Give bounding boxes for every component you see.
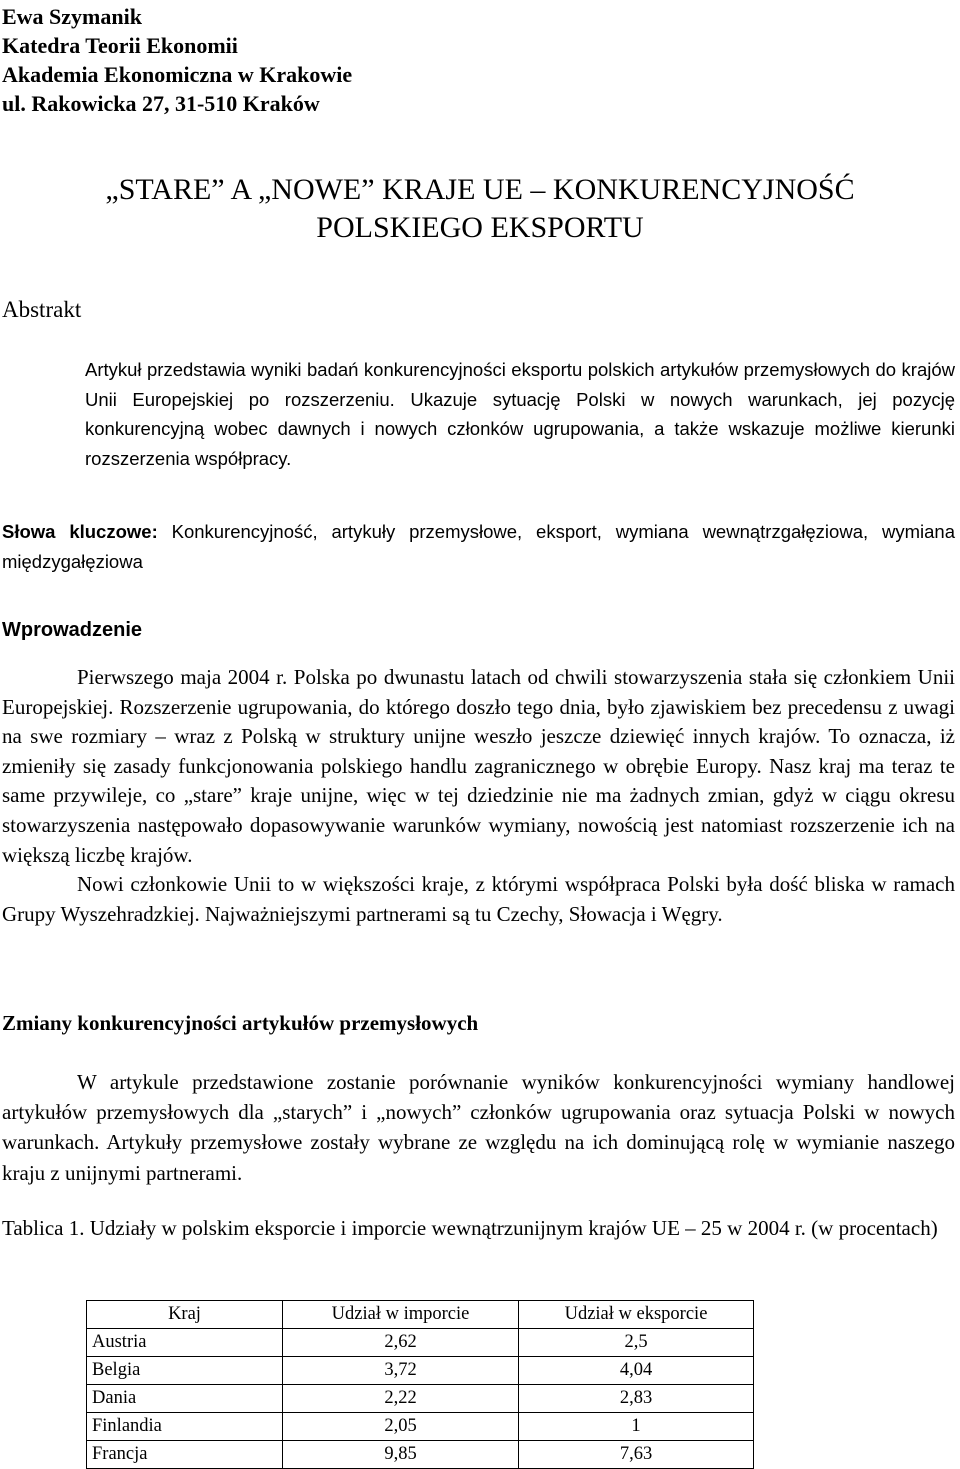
- table-caption: Tablica 1. Udziały w polskim eksporcie i imporcie wewnątrzunijnym krajów UE – 25 w 2004 r. (w procentach): [2, 1216, 938, 1240]
- section-heading: Zmiany konkurencyjności artykułów przemysłowych: [2, 1011, 479, 1035]
- table-row: [87, 1385, 754, 1413]
- cell-import: 2,05: [283, 1413, 519, 1441]
- cell-country: Belgia: [87, 1357, 283, 1385]
- header-import-share: Udział w imporcie: [283, 1301, 519, 1329]
- cell-country: Dania: [87, 1385, 283, 1413]
- table-header-row: [87, 1301, 754, 1329]
- cell-import: 2,22: [283, 1385, 519, 1413]
- cell-export: 4,04: [519, 1357, 754, 1385]
- abstract-text: [2, 355, 955, 473]
- title-line-2: POLSKIEGO EKSPORTU: [316, 211, 644, 244]
- cell-export: 7,63: [519, 1441, 754, 1469]
- table-row: [87, 1413, 754, 1441]
- author-block: [2, 2, 352, 118]
- abstract-heading: Abstrakt: [2, 297, 82, 322]
- intro-paragraph-1: Pierwszego maja 2004 r. Polska po dwunastu latach od chwili stowarzyszenia stała się członkiem Unii Europejskiej. Rozszerzenie ugrupowania, do którego doszło tego dnia, było zjawiskiem bez precedensu z uwagi na swe rozmiary – wraz z Polską w struktury unijne weszło jeszcze dziewięć innych krajów. To oznacza, iż zmieniły się zasady funkcjonowania polskiego handlu zagranicznego w obrębie Europy. Nasz kraj ma teraz te same przywileje, co „stare” kraje unijne, więc w tej dziedzinie nie ma żadnych zmian, gdyż w ciągu okresu stowarzyszenia następowało dopasowywanie warunków wymiany, nowością jest natomiast rozszerzenie ich na większą liczbę krajów.: [2, 665, 955, 867]
- intro-heading: Wprowadzenie: [2, 619, 143, 641]
- table-row: [87, 1441, 754, 1469]
- cell-country: Austria: [87, 1329, 283, 1357]
- header-export-share: Udział w eksporcie: [519, 1301, 754, 1329]
- intro-body: [2, 663, 955, 929]
- cell-import: 2,62: [283, 1329, 519, 1357]
- table-row: [87, 1329, 754, 1357]
- cell-import: 3,72: [283, 1357, 519, 1385]
- keywords-label: Słowa kluczowe:: [2, 521, 158, 542]
- header-country: Kraj: [87, 1301, 283, 1329]
- author-name: Ewa Szymanik: [2, 4, 142, 29]
- section-paragraph: W artykule przedstawione zostanie porównanie wyników konkurencyjności wymiany handlowej artykułów przemysłowych dla „starych” i „nowych” członków ugrupowania oraz sytuacja Polski w nowych warunkach. Artykuły przemysłowe zostały wybrane ze względu na ich dominującą rolę w wymianie naszego kraju z unijnymi partnerami.: [2, 1070, 955, 1185]
- intro-paragraph-2: Nowi członkowie Unii to w większości kraje, z którymi współpraca Polski była dość bliska w ramach Grupy Wyszehradzkiej. Najważniejszymi partnerami są tu Czechy, Słowacja i Węgry.: [2, 872, 955, 926]
- keywords-block: [2, 517, 955, 576]
- cell-import: 9,85: [283, 1441, 519, 1469]
- title-line-1: „STARE” A „NOWE” KRAJE UE – KONKURENCYJNOŚĆ: [105, 173, 855, 206]
- cell-country: Francja: [87, 1441, 283, 1469]
- export-import-table: [86, 1300, 754, 1469]
- author-address: ul. Rakowicka 27, 31-510 Kraków: [2, 91, 320, 116]
- author-department: Katedra Teorii Ekonomii: [2, 33, 238, 58]
- author-institution: Akademia Ekonomiczna w Krakowie: [2, 62, 353, 87]
- section-body: [2, 1067, 955, 1188]
- cell-country: Finlandia: [87, 1413, 283, 1441]
- cell-export: 2,5: [519, 1329, 754, 1357]
- cell-export: 1: [519, 1413, 754, 1441]
- cell-export: 2,83: [519, 1385, 754, 1413]
- document-title: [0, 171, 960, 247]
- keywords-text: Konkurencyjność, artykuły przemysłowe, eksport, wymiana wewnątrzgałęziowa, wymiana międzygałęziowa: [2, 521, 955, 572]
- abstract-paragraph: Artykuł przedstawia wyniki badań konkurencyjności eksportu polskich artykułów przemysłowych do krajów Unii Europejskiej po rozszerzeniu. Ukazuje sytuację Polski w nowych warunkach, jej pozycję konkurencyjną wobec dawnych i nowych członków ugrupowania, a także wskazuje możliwe kierunki rozszerzenia współpracy.: [85, 359, 955, 469]
- table-row: [87, 1357, 754, 1385]
